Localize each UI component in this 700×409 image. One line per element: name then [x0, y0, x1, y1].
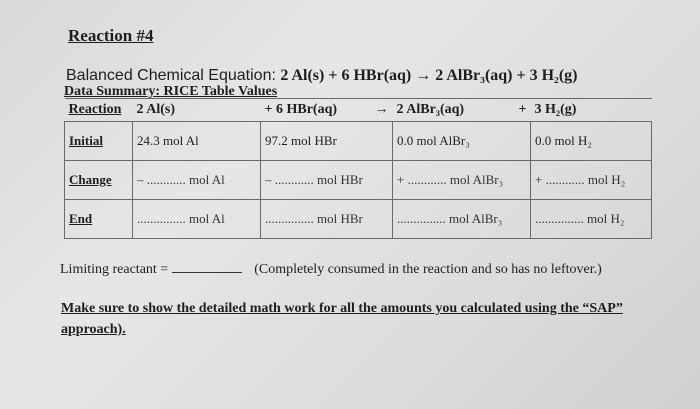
header-plus: +	[518, 102, 527, 117]
rice-header-row	[65, 99, 652, 122]
header-albr3	[393, 99, 531, 122]
data-summary-heading: Data Summary: RICE Table Values	[64, 84, 278, 99]
limiting-label: Limiting reactant =	[60, 262, 169, 277]
cell-h2: + ............ mol H₂	[531, 161, 652, 200]
cell-hbr: – ............ mol HBr	[261, 161, 393, 200]
row-label: End	[65, 200, 133, 239]
rice-row-initial	[65, 122, 652, 161]
equation-label: Balanced Chemical Equation:	[66, 67, 276, 84]
balanced-equation	[66, 67, 578, 85]
rice-table	[64, 98, 652, 239]
rice-row-change	[65, 161, 652, 200]
cell-h2: ............... mol H₂	[531, 200, 652, 239]
cell-hbr: 97.2 mol HBr	[261, 122, 393, 161]
row-label: Initial	[65, 122, 133, 161]
limiting-note: (Completely consumed in the reaction and so has no leftover.)	[254, 262, 602, 277]
header-hbr-text: + 6 HBr(aq)	[264, 102, 338, 117]
cell-al: 24.3 mol Al	[133, 122, 261, 161]
header-reaction: Reaction	[65, 99, 133, 122]
rice-row-end	[65, 200, 652, 239]
header-albr3-text: 2 AlBr₃(aq)	[396, 102, 465, 117]
cell-albr3: + ............ mol AlBr₃	[393, 161, 531, 200]
header-h2: 3 H₂(g)	[531, 99, 652, 122]
cell-al: – ............ mol Al	[133, 161, 261, 200]
limiting-blank	[172, 272, 242, 273]
header-hbr	[261, 99, 393, 122]
row-label: Change	[65, 161, 133, 200]
header-al: 2 Al(s)	[133, 99, 261, 122]
cell-hbr: ............... mol HBr	[261, 200, 393, 239]
reaction-arrow: →	[374, 102, 389, 117]
limiting-reactant-line	[60, 262, 602, 278]
page-title: Reaction #4	[68, 26, 154, 45]
cell-albr3: ............... mol AlBr₃	[393, 200, 531, 239]
cell-albr3: 0.0 mol AlBr₃	[393, 122, 531, 161]
equation-text: 2 Al(s) + 6 HBr(aq) → 2 AlBr₃(aq) + 3 H₂(g)	[280, 67, 578, 84]
instruction-text: Make sure to show the detailed math work for all the amounts you calculated using the “SAP” approach).	[61, 301, 623, 337]
cell-h2: 0.0 mol H₂	[531, 122, 652, 161]
cell-al: ............... mol Al	[133, 200, 261, 239]
